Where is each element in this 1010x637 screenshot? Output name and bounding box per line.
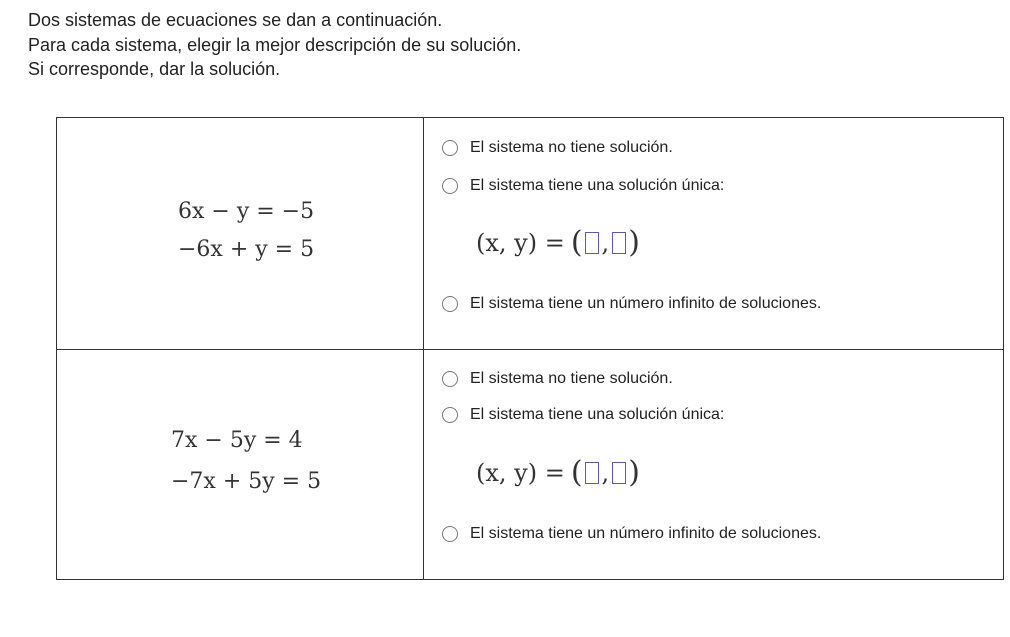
option-label: El sistema tiene una solución única: — [470, 406, 725, 423]
option-label: El sistema tiene un número infinito de soluciones. — [470, 525, 822, 542]
radio-button[interactable] — [442, 178, 458, 194]
radio-button[interactable] — [442, 371, 458, 387]
system-2-solution-entry — [476, 455, 640, 490]
system-1-option-unique-solution[interactable] — [442, 174, 724, 198]
option-label: El sistema tiene un número infinito de soluciones. — [470, 295, 822, 312]
comma-separator: , — [601, 459, 610, 487]
system-2-option-infinite-solutions[interactable] — [442, 522, 821, 546]
option-label: El sistema no tiene solución. — [470, 370, 673, 387]
systems-table — [56, 117, 1004, 580]
system-1-equation-1: 6x − y = −5 — [178, 199, 315, 224]
instruction-line-1: Dos sistemas de ecuaciones se dan a continuación. — [28, 10, 443, 30]
system-1-answer-options — [424, 118, 1003, 349]
close-paren: ) — [628, 455, 640, 490]
instruction-line-2: Para cada sistema, elegir la mejor descripción de su solución. — [28, 34, 522, 55]
option-label: El sistema tiene una solución única: — [470, 177, 725, 194]
comma-separator: , — [601, 229, 610, 257]
system-1-equation-2: −6x + y = 5 — [178, 237, 315, 262]
open-paren: ( — [570, 455, 583, 490]
system-1-y-input[interactable] — [612, 232, 626, 254]
system-1-option-no-solution[interactable] — [442, 136, 673, 160]
close-paren: ) — [628, 225, 640, 260]
system-2-answer-options — [424, 350, 1003, 579]
solution-label: (x, y) = — [476, 229, 565, 257]
system-2-equation-2: −7x + 5y = 5 — [171, 469, 322, 494]
radio-button[interactable] — [442, 296, 458, 312]
system-1-option-infinite-solutions[interactable] — [442, 292, 821, 316]
system-2-option-no-solution[interactable] — [442, 367, 673, 391]
system-2-option-unique-solution[interactable] — [442, 403, 724, 427]
radio-button[interactable] — [442, 140, 458, 156]
system-2-equation-1: 7x − 5y = 4 — [171, 428, 303, 453]
system-2-equations — [57, 350, 424, 579]
instruction-line-3: Si corresponde, dar la solución. — [28, 59, 281, 79]
radio-button[interactable] — [442, 407, 458, 423]
system-2-y-input[interactable] — [612, 462, 626, 484]
radio-button[interactable] — [442, 526, 458, 542]
instructions — [28, 8, 521, 82]
open-paren: ( — [570, 225, 583, 260]
system-1-solution-entry — [476, 225, 640, 260]
system-2-x-input[interactable] — [585, 462, 599, 484]
system-1-equations — [57, 118, 424, 349]
solution-label: (x, y) = — [476, 459, 565, 487]
system-1-x-input[interactable] — [585, 232, 599, 254]
option-label: El sistema no tiene solución. — [470, 139, 673, 156]
system-row-2 — [57, 350, 1003, 579]
system-row-1 — [57, 118, 1003, 350]
